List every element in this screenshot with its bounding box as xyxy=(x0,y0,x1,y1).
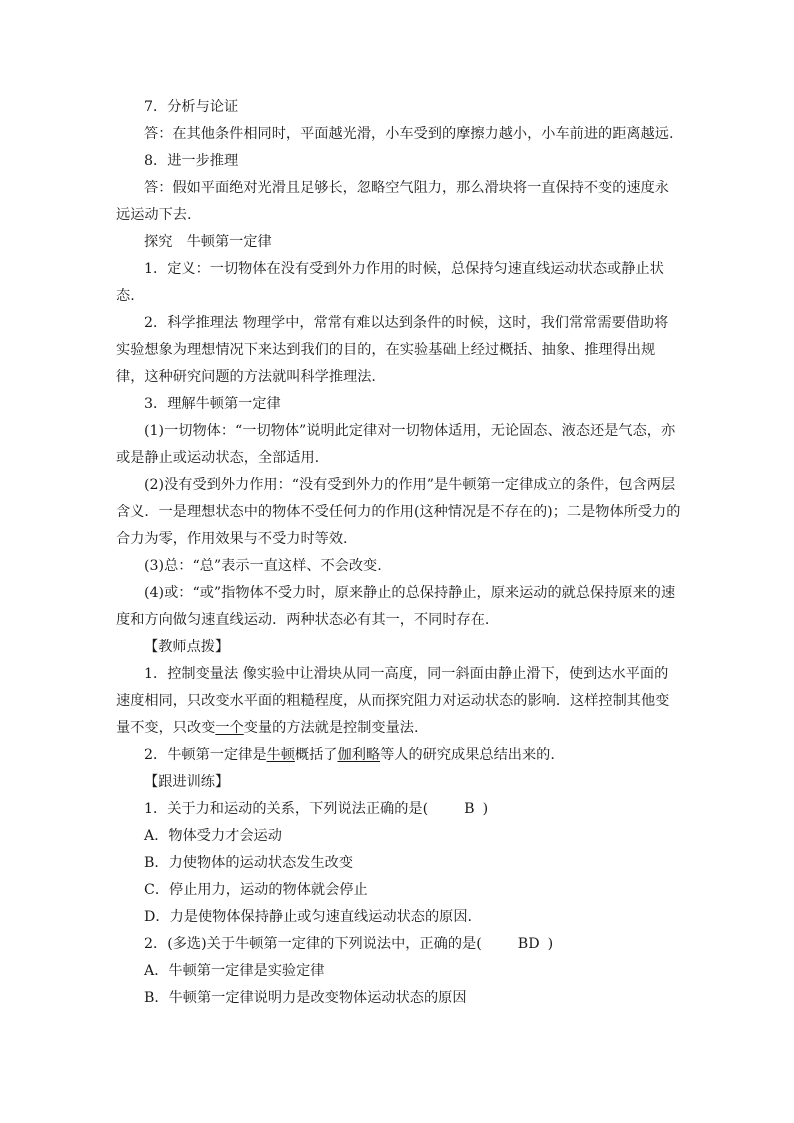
explore-sub-all-objects: (1)一切物体：“一切物体”说明此定律对一切物体适用，无论固态、液态还是气态，亦或是静止或运动状态，全部适用. xyxy=(116,423,676,466)
tip1-text-before: 1．控制变量法 像实验中让滑块从同一高度，同一斜面由静止滑下，使到达水平面的速度相同，只改变水平面的粗糙程度，从而探究阻力对运动状态的影响．这样控制其他变量不变，只改变 xyxy=(116,666,670,736)
q8-answer: 答：假如平面绝对光滑且足够长，忽略空气阻力，那么滑块将一直保持不变的速度永远运动下去. xyxy=(116,180,669,223)
q1-answer: B xyxy=(464,801,475,817)
q1-option-c: C．停止用力，运动的物体就会停止 xyxy=(144,882,368,898)
teacher-tip-newton xyxy=(116,742,682,769)
explore-sub-or: (4)或：“或”指物体不受力时，原来静止的总保持静止，原来运动的就总保持原来的速度和方向做匀速直线运动．两种状态必有其一，不同时存在. xyxy=(116,585,676,628)
q7-answer: 答：在其他条件相同时，平面越光滑，小车受到的摩擦力越小，小车前进的距离越远. xyxy=(144,126,674,142)
tip2-text-after: 等人的研究成果总结出来的. xyxy=(380,747,555,763)
tip2-underlined-newton: 牛顿 xyxy=(266,747,295,763)
practice-heading: 【跟进训练】 xyxy=(144,774,230,790)
tip1-text-after: 变量的方法就是控制变量法. xyxy=(243,720,419,736)
tip1-underlined-term: 一个 xyxy=(215,720,244,736)
tip2-text-before: 2．牛顿第一定律是 xyxy=(144,747,267,763)
document-page xyxy=(116,94,682,1012)
explore-reasoning-method: 2．科学推理法 物理学中，常常有难以达到条件的时候，这时，我们常常需要借助将实验想象为理想情况下来达到我们的目的，在实验基础上经过概括、抽象、推理得出规律，这种研究问题的方法就叫科学推理法. xyxy=(116,315,669,385)
tip2-text-mid: 概括了 xyxy=(294,747,338,763)
q2-stem-text: 2．(多选)关于牛顿第一定律的下列说法中，正确的是( xyxy=(144,936,482,952)
q2-close-paren: ) xyxy=(547,936,554,952)
q8-heading: 8．进一步推理 xyxy=(144,153,239,169)
tip2-underlined-galileo: 伽利略 xyxy=(337,747,381,763)
teacher-tip-control-variables xyxy=(116,661,682,742)
q2-option-a: A．牛顿第一定律是实验定律 xyxy=(144,963,325,979)
q1-stem-text: 1．关于力和运动的关系，下列说法正确的是( xyxy=(144,801,429,817)
q7-heading: 7．分析与论证 xyxy=(144,99,239,115)
explore-definition: 1．定义：一切物体在没有受到外力作用的时候，总保持匀速直线运动状态或静止状态. xyxy=(116,261,664,304)
explore-sub-no-external-force: (2)没有受到外力作用：“没有受到外力的作用”是牛顿第一定律成立的条件，包含两层含义．一是理想状态中的物体不受任何力的作用(这种情况是不存在的)；二是物体所受力的合力为零，作用效果与不受力时等效. xyxy=(116,477,681,547)
q1-close-paren: ) xyxy=(482,801,489,817)
practice-q2-stem xyxy=(116,931,682,958)
explore-sub-always: (3)总：“总”表示一直这样、不会改变. xyxy=(144,558,382,574)
q2-option-b: B．牛顿第一定律说明力是改变物体运动状态的原因 xyxy=(144,990,467,1006)
explore-understanding-heading: 3．理解牛顿第一定律 xyxy=(144,396,281,412)
explore-heading: 探究 牛顿第一定律 xyxy=(144,234,272,250)
q1-option-a: A．物体受力才会运动 xyxy=(144,828,282,844)
q2-answer: BD xyxy=(517,936,540,952)
q1-option-b: B．力使物体的运动状态发生改变 xyxy=(144,855,354,871)
q1-option-d: D．力是使物体保持静止或匀速直线运动状态的原因. xyxy=(144,909,473,925)
practice-q1-stem xyxy=(116,796,682,823)
teacher-heading: 【教师点拨】 xyxy=(144,639,230,655)
